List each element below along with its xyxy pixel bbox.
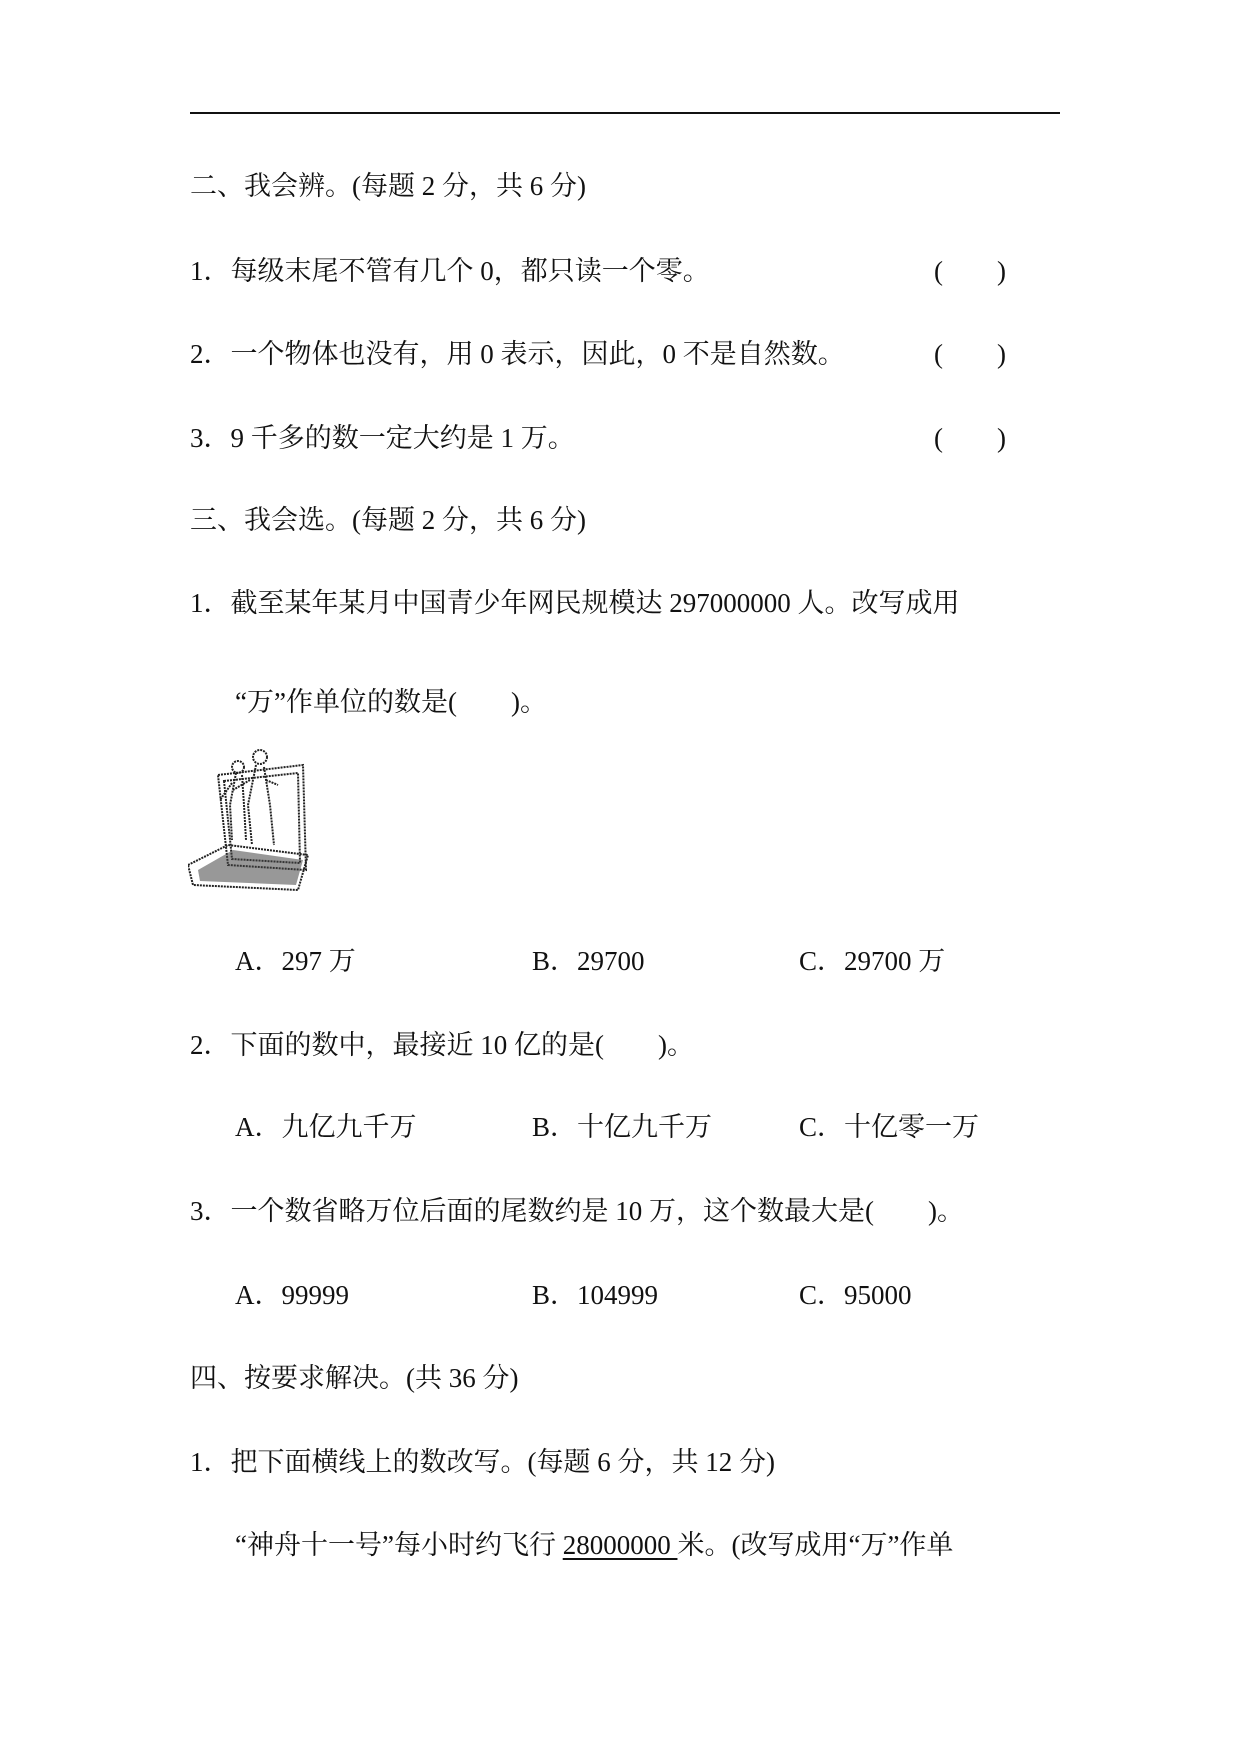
- sentence-after: 米。(改写成用“万”作单: [677, 1530, 954, 1560]
- rewrite-q1-text: 1．把下面横线上的数改写。(每题 6 分，共 12 分): [190, 1447, 775, 1477]
- choice-q1-line1: 1．截至某年某月中国青少年网民规模达 297000000 人。改写成用: [190, 588, 960, 618]
- choice-q1-option-a[interactable]: A．297 万: [235, 946, 356, 976]
- sentence-before: “神舟十一号”每小时约飞行: [235, 1530, 563, 1560]
- choice-q1-option-b[interactable]: B．29700: [532, 946, 645, 976]
- judge-item-1: 1．每级末尾不管有几个 0，都只读一个零。: [190, 256, 710, 286]
- choice-q1-option-c[interactable]: C．29700 万: [799, 946, 946, 976]
- judge-item-3: 3．9 千多的数一定大约是 1 万。: [190, 423, 575, 453]
- section-2-heading: 二、我会辨。(每题 2 分，共 6 分): [190, 171, 586, 201]
- teens-laptop-illustration: [188, 745, 318, 895]
- answer-blank-1[interactable]: ( ): [934, 256, 1006, 286]
- choice-q2-option-a[interactable]: A．九亿九千万: [235, 1112, 417, 1142]
- header-rule: [190, 112, 1060, 114]
- choice-q3-option-b[interactable]: B．104999: [532, 1280, 659, 1310]
- section-3-heading: 三、我会选。(每题 2 分，共 6 分): [190, 505, 586, 535]
- section-4-heading: 四、按要求解决。(共 36 分): [190, 1363, 519, 1393]
- choice-q3-option-a[interactable]: A．99999: [235, 1280, 349, 1310]
- choice-q2-text: 2．下面的数中，最接近 10 亿的是( )。: [190, 1030, 694, 1060]
- judge-item-2: 2．一个物体也没有，用 0 表示，因此，0 不是自然数。: [190, 339, 845, 369]
- choice-q3-text: 3．一个数省略万位后面的尾数约是 10 万，这个数最大是( )。: [190, 1196, 964, 1226]
- underlined-number: 28000000: [562, 1530, 678, 1560]
- answer-blank-3[interactable]: ( ): [934, 423, 1006, 453]
- choice-q3-option-c[interactable]: C．95000: [799, 1280, 912, 1310]
- choice-q1-line2: “万”作单位的数是( )。: [235, 687, 547, 717]
- answer-blank-2[interactable]: ( ): [934, 339, 1006, 369]
- choice-q2-option-c[interactable]: C．十亿零一万: [799, 1112, 980, 1142]
- rewrite-q1-sentence: [235, 1529, 953, 1561]
- choice-q2-option-b[interactable]: B．十亿九千万: [532, 1112, 713, 1142]
